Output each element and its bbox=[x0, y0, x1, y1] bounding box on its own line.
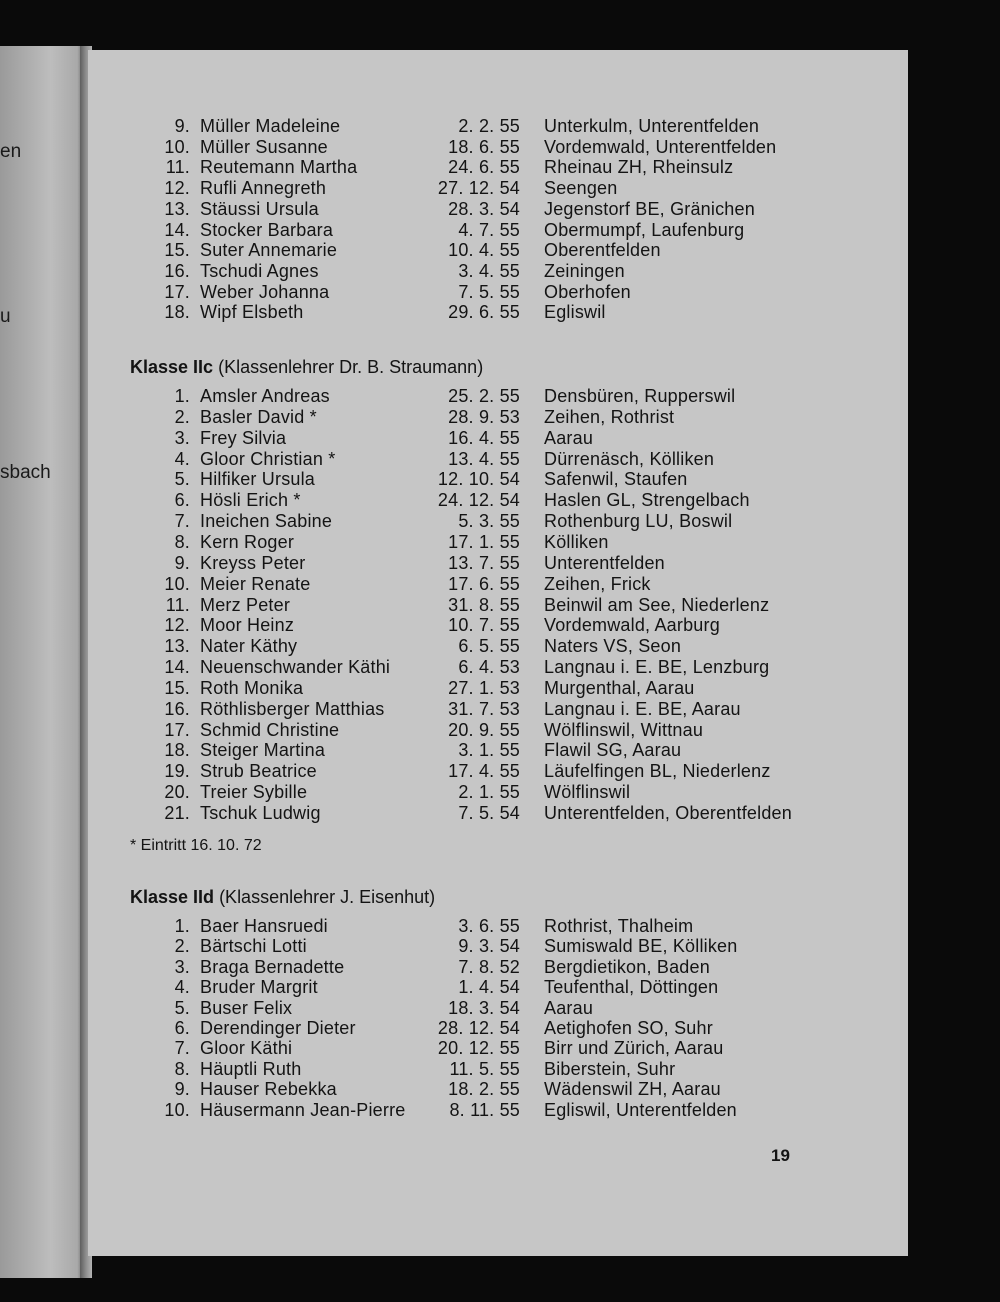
student-name: Basler David * bbox=[200, 406, 317, 427]
student-number: 4. bbox=[174, 448, 190, 469]
hometown-residence: Seengen bbox=[544, 178, 618, 199]
section-heading-iid bbox=[130, 886, 435, 908]
hometown-residence: Dürrenäsch, Kölliken bbox=[544, 448, 715, 469]
student-number: 9. bbox=[174, 552, 190, 573]
birth-date: 28. 9. 53 bbox=[448, 406, 520, 427]
student-name: Kreyss Peter bbox=[200, 552, 306, 573]
birth-date: 31. 7. 53 bbox=[448, 698, 520, 719]
hometown-residence: Wölflinswil bbox=[544, 782, 631, 803]
student-name: Hösli Erich * bbox=[200, 490, 301, 511]
birth-date: 18. 3. 54 bbox=[448, 997, 520, 1018]
student-name: Hilfiker Ursula bbox=[200, 469, 316, 490]
student-name: Roth Monika bbox=[200, 677, 304, 698]
student-name: Treier Sybille bbox=[200, 782, 308, 803]
hometown-residence: Rothenburg LU, Boswil bbox=[544, 511, 733, 532]
hometown-residence: Murgenthal, Aarau bbox=[544, 677, 695, 698]
hometown-residence: Obermumpf, Laufenburg bbox=[544, 219, 745, 240]
birth-date: 17. 4. 55 bbox=[448, 761, 520, 782]
student-name: Moor Heinz bbox=[200, 615, 295, 636]
student-number: 17. bbox=[164, 281, 190, 302]
student-number: 10. bbox=[164, 1099, 190, 1120]
birth-date: 17. 1. 55 bbox=[448, 531, 520, 552]
birth-date: 17. 6. 55 bbox=[448, 573, 520, 594]
student-number: 14. bbox=[164, 219, 190, 240]
student-name: Häusermann Jean-Pierre bbox=[200, 1099, 406, 1120]
left-page-fragment: en bbox=[0, 141, 22, 162]
birth-date: 4. 7. 55 bbox=[458, 219, 520, 240]
student-name: Tschuk Ludwig bbox=[200, 803, 321, 823]
student-number: 5. bbox=[174, 997, 190, 1018]
birth-date: 13. 7. 55 bbox=[448, 552, 520, 573]
hometown-residence: Langnau i. E. BE, Lenzburg bbox=[544, 657, 770, 678]
student-name: Frey Silvia bbox=[200, 427, 287, 448]
birth-date: 24. 12. 54 bbox=[437, 490, 520, 511]
student-number: 14. bbox=[164, 657, 190, 678]
section-heading-iic bbox=[130, 356, 483, 378]
student-number: 20. bbox=[164, 782, 190, 803]
student-number: 9. bbox=[174, 1079, 190, 1100]
birth-date: 3. 6. 55 bbox=[458, 916, 520, 936]
birth-date: 7. 5. 54 bbox=[458, 803, 520, 823]
student-number: 10. bbox=[164, 136, 190, 157]
hometown-residence: Densbüren, Rupperswil bbox=[544, 386, 736, 406]
student-number: 8. bbox=[174, 1058, 190, 1079]
hometown-residence: Oberentfelden bbox=[544, 240, 661, 261]
birth-date: 20. 9. 55 bbox=[448, 719, 520, 740]
student-number: 8. bbox=[174, 531, 190, 552]
birth-date: 8. 11. 55 bbox=[449, 1099, 520, 1120]
student-name: Braga Bernadette bbox=[200, 956, 345, 977]
hometown-residence: Unterentfelden bbox=[544, 552, 665, 573]
student-number: 3. bbox=[174, 427, 190, 448]
student-number: 17. bbox=[164, 719, 190, 740]
birth-date: 18. 6. 55 bbox=[448, 136, 520, 157]
student-name: Neuenschwander Käthi bbox=[200, 657, 391, 678]
student-name: Stäussi Ursula bbox=[200, 198, 319, 219]
student-name: Reutemann Martha bbox=[200, 157, 358, 178]
hometown-residence: Vordemwald, Unterentfelden bbox=[544, 136, 777, 157]
hometown-residence: Bergdietikon, Baden bbox=[544, 956, 710, 977]
student-number: 13. bbox=[164, 636, 190, 657]
hometown-residence: Zeiningen bbox=[544, 260, 625, 281]
birth-date: 7. 5. 55 bbox=[458, 281, 520, 302]
student-name: Kern Roger bbox=[200, 531, 295, 552]
birth-date: 6. 5. 55 bbox=[458, 636, 520, 657]
birth-date: 2. 1. 55 bbox=[458, 782, 520, 803]
birth-date: 13. 4. 55 bbox=[448, 448, 520, 469]
student-name: Amsler Andreas bbox=[200, 386, 330, 406]
page-number: 19 bbox=[771, 1146, 790, 1165]
hometown-residence: Jegenstorf BE, Gränichen bbox=[544, 198, 755, 219]
student-name: Rufli Annegreth bbox=[200, 178, 327, 199]
hometown-residence: Vordemwald, Aarburg bbox=[544, 615, 720, 636]
hometown-residence: Rheinau ZH, Rheinsulz bbox=[544, 157, 734, 178]
student-name: Strub Beatrice bbox=[200, 761, 317, 782]
hometown-residence: Flawil SG, Aarau bbox=[544, 740, 682, 761]
student-number: 18. bbox=[164, 740, 190, 761]
hometown-residence: Beinwil am See, Niederlenz bbox=[544, 594, 770, 615]
student-name: Suter Annemarie bbox=[200, 240, 338, 261]
birth-date: 27. 1. 53 bbox=[448, 677, 520, 698]
student-number: 6. bbox=[174, 490, 190, 511]
student-number: 7. bbox=[174, 1038, 190, 1059]
student-name: Röthlisberger Matthias bbox=[200, 698, 385, 719]
birth-date: 28. 12. 54 bbox=[437, 1018, 520, 1038]
student-name: Tschudi Agnes bbox=[200, 260, 319, 281]
student-number: 9. bbox=[174, 116, 190, 136]
hometown-residence: Läufelfingen BL, Niederlenz bbox=[544, 761, 771, 782]
birth-date: 28. 3. 54 bbox=[448, 198, 520, 219]
student-number: 4. bbox=[174, 977, 190, 998]
student-number: 12. bbox=[164, 615, 190, 636]
left-page-edge bbox=[0, 46, 84, 1278]
birth-date: 27. 12. 54 bbox=[437, 178, 520, 199]
student-number: 11. bbox=[165, 157, 190, 178]
hometown-residence: Oberhofen bbox=[544, 281, 631, 302]
student-name: Bärtschi Lotti bbox=[200, 936, 307, 957]
student-name: Baer Hansruedi bbox=[200, 916, 328, 936]
student-name: Nater Käthy bbox=[200, 636, 298, 657]
birth-date: 3. 4. 55 bbox=[458, 260, 520, 281]
left-page-fragment: u bbox=[0, 306, 11, 327]
birth-date: 25. 2. 55 bbox=[448, 386, 520, 406]
hometown-residence: Wölflinswil, Wittnau bbox=[544, 719, 704, 740]
hometown-residence: Egliswil, Unterentfelden bbox=[544, 1099, 737, 1120]
student-number: 12. bbox=[164, 178, 190, 199]
student-number: 15. bbox=[164, 677, 190, 698]
hometown-residence: Birr und Zürich, Aarau bbox=[544, 1038, 724, 1059]
birth-date: 6. 4. 53 bbox=[458, 657, 520, 678]
student-name: Hauser Rebekka bbox=[200, 1079, 337, 1100]
hometown-residence: Kölliken bbox=[544, 531, 609, 552]
student-number: 11. bbox=[165, 594, 190, 615]
hometown-residence: Wädenswil ZH, Aarau bbox=[544, 1079, 721, 1100]
birth-date: 20. 12. 55 bbox=[437, 1038, 520, 1059]
birth-date: 16. 4. 55 bbox=[448, 427, 520, 448]
class-title: Klasse IId bbox=[130, 887, 215, 907]
student-number: 16. bbox=[164, 698, 190, 719]
student-name: Gloor Käthi bbox=[200, 1038, 293, 1059]
birth-date: 11. 5. 55 bbox=[449, 1058, 520, 1079]
hometown-residence: Egliswil bbox=[544, 302, 606, 323]
class-teacher: (Klassenlehrer Dr. B. Straumann) bbox=[218, 357, 484, 377]
student-name: Weber Johanna bbox=[200, 281, 330, 302]
student-number: 2. bbox=[174, 406, 190, 427]
student-number: 3. bbox=[174, 956, 190, 977]
student-name: Stocker Barbara bbox=[200, 219, 334, 240]
birth-date: 31. 8. 55 bbox=[448, 594, 520, 615]
student-name: Gloor Christian * bbox=[200, 448, 336, 469]
student-name: Bruder Margrit bbox=[200, 977, 318, 998]
student-name: Wipf Elsbeth bbox=[200, 302, 304, 323]
student-name: Ineichen Sabine bbox=[200, 511, 333, 532]
hometown-residence: Zeihen, Frick bbox=[544, 573, 651, 594]
student-name: Merz Peter bbox=[200, 594, 291, 615]
student-number: 21. bbox=[164, 803, 190, 823]
student-number: 5. bbox=[174, 469, 190, 490]
birth-date: 24. 6. 55 bbox=[448, 157, 520, 178]
birth-date: 2. 2. 55 bbox=[458, 116, 520, 136]
student-number: 10. bbox=[164, 573, 190, 594]
birth-date: 9. 3. 54 bbox=[458, 936, 520, 957]
class-teacher: (Klassenlehrer J. Eisenhut) bbox=[219, 887, 436, 907]
hometown-residence: Aetighofen SO, Suhr bbox=[544, 1018, 713, 1038]
hometown-residence: Biberstein, Suhr bbox=[544, 1058, 676, 1079]
hometown-residence: Unterkulm, Unterentfelden bbox=[544, 116, 760, 136]
hometown-residence: Safenwil, Staufen bbox=[544, 469, 688, 490]
student-name: Steiger Martina bbox=[200, 740, 326, 761]
student-number: 6. bbox=[174, 1018, 190, 1038]
student-number: 19. bbox=[164, 761, 190, 782]
student-name: Buser Felix bbox=[200, 997, 293, 1018]
class-title: Klasse IIc bbox=[130, 357, 214, 377]
student-name: Häuptli Ruth bbox=[200, 1058, 302, 1079]
birth-date: 10. 7. 55 bbox=[448, 615, 520, 636]
student-number: 1. bbox=[174, 386, 190, 406]
hometown-residence: Unterentfelden, Oberentfelden bbox=[544, 803, 792, 823]
left-page-fragment: sbach bbox=[0, 462, 51, 483]
student-number: 16. bbox=[164, 260, 190, 281]
document-page bbox=[88, 50, 908, 1256]
birth-date: 12. 10. 54 bbox=[437, 469, 520, 490]
birth-date: 10. 4. 55 bbox=[448, 240, 520, 261]
footnote: * Eintritt 16. 10. 72 bbox=[130, 837, 262, 854]
student-number: 13. bbox=[164, 198, 190, 219]
hometown-residence: Rothrist, Thalheim bbox=[544, 916, 694, 936]
student-number: 7. bbox=[174, 511, 190, 532]
hometown-residence: Zeihen, Rothrist bbox=[544, 406, 675, 427]
student-name: Müller Madeleine bbox=[200, 116, 341, 136]
birth-date: 7. 8. 52 bbox=[458, 956, 520, 977]
birth-date: 3. 1. 55 bbox=[458, 740, 520, 761]
hometown-residence: Langnau i. E. BE, Aarau bbox=[544, 698, 741, 719]
student-number: 1. bbox=[174, 916, 190, 936]
birth-date: 1. 4. 54 bbox=[458, 977, 520, 998]
hometown-residence: Sumiswald BE, Kölliken bbox=[544, 936, 738, 957]
student-name: Meier Renate bbox=[200, 573, 311, 594]
hometown-residence: Teufenthal, Döttingen bbox=[544, 977, 719, 998]
student-number: 2. bbox=[174, 936, 190, 957]
student-number: 18. bbox=[164, 302, 190, 323]
hometown-residence: Naters VS, Seon bbox=[544, 636, 682, 657]
student-name: Müller Susanne bbox=[200, 136, 328, 157]
student-name: Schmid Christine bbox=[200, 719, 340, 740]
student-number: 15. bbox=[164, 240, 190, 261]
birth-date: 5. 3. 55 bbox=[458, 511, 520, 532]
birth-date: 29. 6. 55 bbox=[448, 302, 520, 323]
hometown-residence: Haslen GL, Strengelbach bbox=[544, 490, 750, 511]
birth-date: 18. 2. 55 bbox=[448, 1079, 520, 1100]
hometown-residence: Aarau bbox=[544, 427, 594, 448]
hometown-residence: Aarau bbox=[544, 997, 594, 1018]
student-name: Derendinger Dieter bbox=[200, 1018, 356, 1038]
